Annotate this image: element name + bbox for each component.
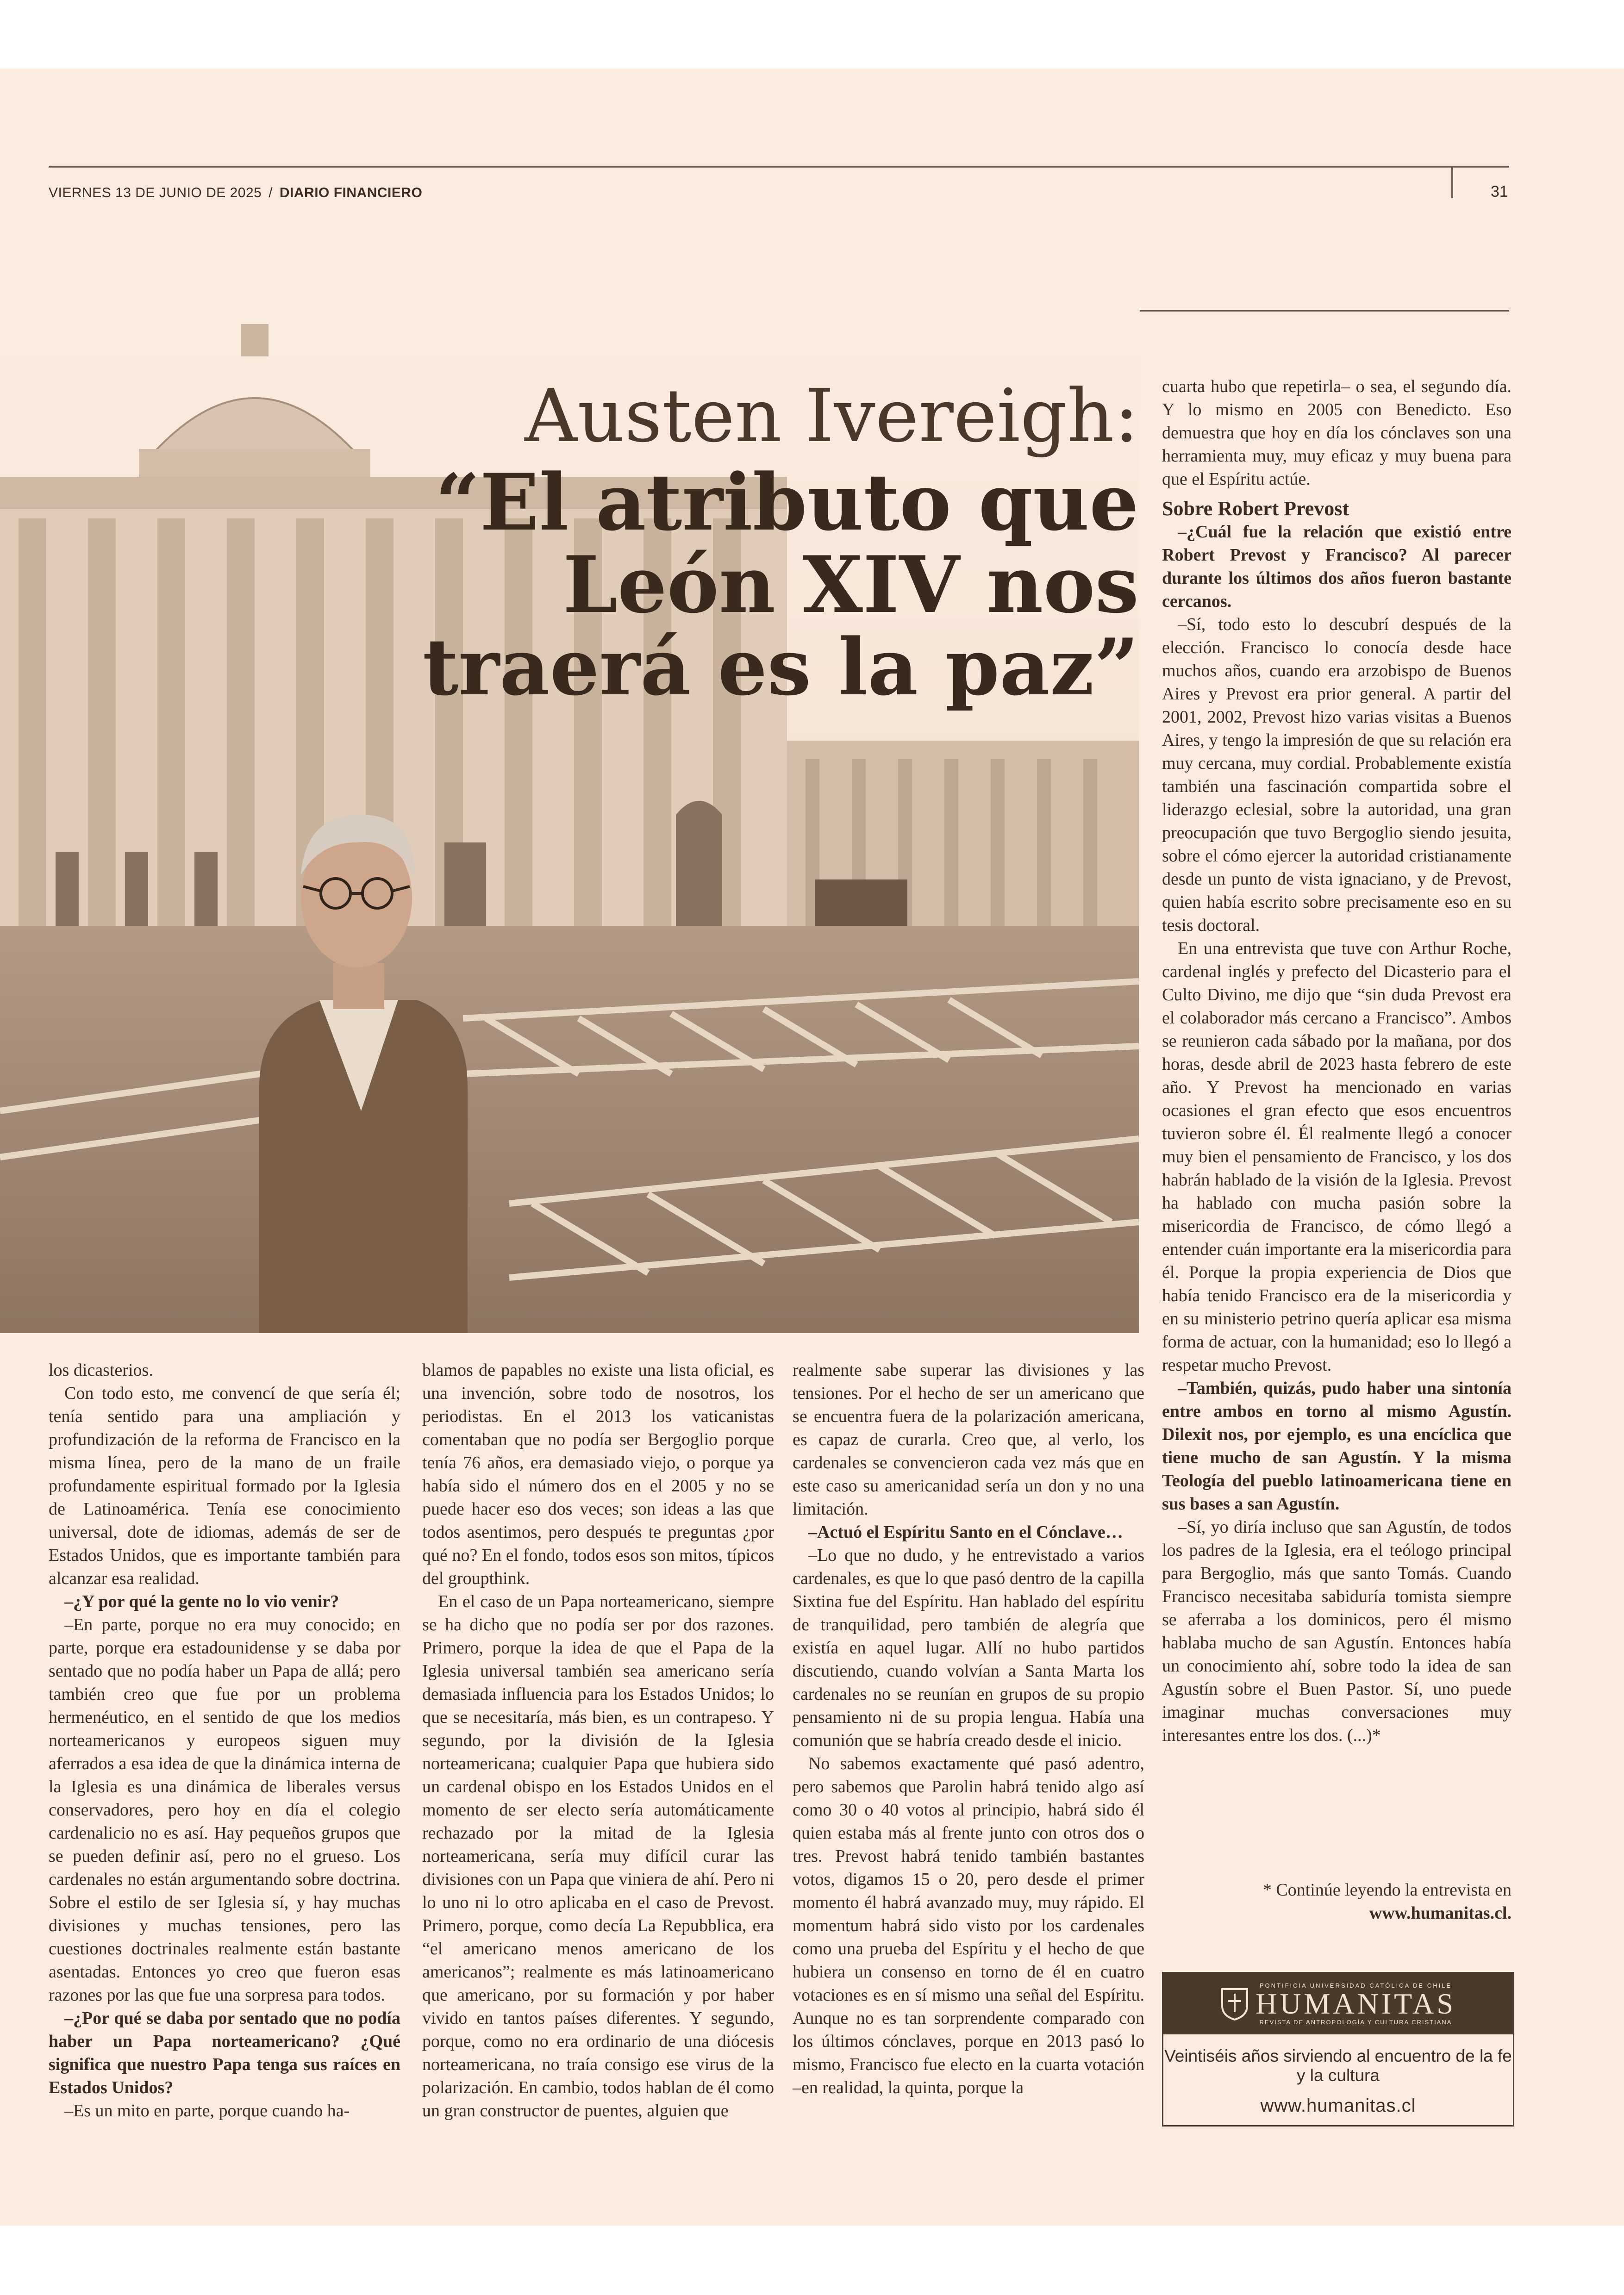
headline-block	[352, 374, 1139, 713]
interview-question: –¿Y por qué la gente no lo vio venir?	[64, 1592, 339, 1611]
continue-note	[1162, 1878, 1512, 1925]
ad-brand: HUMANITAS	[1255, 1987, 1456, 2020]
column-rule	[1140, 310, 1509, 312]
continue-link[interactable]: www.humanitas.cl.	[1369, 1903, 1512, 1923]
article-paragraph: En una entrevista que tuve con Arthur Roche, cardenal inglés y prefecto del Dicasterio para el Culto Divino, me dijo que “sin duda Prevost era el colaborador más cercano a Francisco”. Ambos se reunieron cada sábado por la mañana, por dos horas, desde abril de 2023 hasta febrero de este año. Y Prevost ha mencionado en varias ocasiones el gran efecto que esos encuentros tuvieron sobre él. Él realmente llegó a conocer muy bien el pensamiento de Francisco, y los dos habrán hablado de la visión de la Iglesia. Prevost ha hablado con mucha pasión sobre la misericordia de Francisco, de cómo llegó a entender cuán importante era la misericordia para él. Porque la propia experiencia de Dios que había tenido Francisco era de la misericordia y en su ministerio petrino quería aplicar esa misma forma de actuar, con la humanidad; eso lo llegó a respetar mucho Prevost.	[1162, 939, 1512, 1375]
article-paragraph: En el caso de un Papa norteamericano, siempre se ha dicho que no podía ser por dos razones. Primero, porque la idea de que el Papa de la Iglesia universal también sea americano sería demasiada influencia para los Estados Unidos; lo que se necesitaría, más bien, es un contrapeso. Y segundo, por la división de la Iglesia norteamericana; cualquier Papa que hubiera sido un cardenal obispo en los Estados Unidos en el momento de ser electo sería automáticamente rechazado por la mitad de la Iglesia norteamericana, sería muy difícil curar las divisiones con un Papa que viniera de ahí. Pero ni lo uno ni lo otro aplicaba en el caso de Prevost. Primero, porque, como decía La Repubblica, era “el americano menos americano de los americanos”; realmente es más latinoamericano que americano, por su formación y por haber vivido en tantos países diferentes. Y segundo, porque, como no era ordinario de una diócesis norteamericana, no traía consigo ese virus de la polarización. En cambio, todos hablan de él como un gran constructor de puentes, alguien que	[422, 1592, 774, 2120]
article-paragraph: –Sí, yo diría incluso que san Agustín, de todos los padres de la Iglesia, era el teólogo principal para Bergoglio, más que santo Tomás. Cuando Francisco necesitaba sabiduría tomista siempre se aferraba a los dominicos, pero él mismo hablaba mucho de san Agustín. Entonces había un conocimiento ahí, sobre todo la idea de san Agustín sobre el Buen Pastor. Sí, uno puede imaginar muchas conversaciones muy interesantes entre los dos. (...)*	[1162, 1517, 1512, 1745]
article-paragraph: cuarta hubo que repetirla– o sea, el segundo día. Y lo mismo en 2005 con Benedicto. Eso demuestra que hoy en día los cónclaves son una herramienta muy, muy eficaz y muy buena para que el Espíritu actúe.	[1162, 377, 1512, 489]
article-paragraph: –Es un mito en parte, porque cuando ha-	[64, 2101, 350, 2120]
section-subhead: Sobre Robert Prevost	[1162, 497, 1349, 520]
article-paragraph: Con todo esto, me convencí de que sería él; tenía sentido para una ampliación y profundización de la reforma de Francisco en la misma línea, pero de la mano de un fraile profundamente espiritual formado por la Iglesia de Latinoamérica. Tenía ese conocimiento universal, dote de idiomas, además de ser de Estados Unidos, que es importante también para alcanzar esa realidad.	[49, 1384, 400, 1588]
continue-text: * Continúe leyendo la entrevista en	[1262, 1880, 1512, 1900]
interview-question: –¿Por qué se daba por sentado que no podía haber un Papa norteamericano? ¿Qué significa que nuestro Papa tenga sus raíces en Estados Unidos?	[49, 2008, 400, 2097]
headline-quote: “El atributo que León XIV nos traerá es la paz”	[422, 456, 1139, 713]
interview-question: –Actuó el Espíritu Santo en el Cónclave…	[808, 1522, 1123, 1542]
article-column-1	[49, 1359, 400, 2122]
issue-date: VIERNES 13 DE JUNIO DE 2025	[49, 185, 262, 200]
newspaper-name: DIARIO FINANCIERO	[279, 185, 423, 200]
interviewee-name: Austen Ivereigh:	[525, 374, 1139, 459]
dateline	[49, 185, 422, 201]
ad-tagline: Veintiséis años sirviendo al encuentro de la fe y la cultura	[1164, 2046, 1512, 2085]
header-divider	[1451, 166, 1453, 198]
article-column-3	[793, 1359, 1144, 2099]
ad-banner	[1163, 1973, 1513, 2034]
header-rule	[49, 166, 1509, 168]
article-paragraph: –Sí, todo esto lo descubrí después de la elección. Francisco lo conocía desde hace muchos años, cuando era arzobispo de Buenos Aires y Prevost era prior general. A partir del 2001, 2002, Prevost hizo varias visitas a Buenos Aires, y tengo la impresión de que su relación era muy cercana, muy cordial. Probablemente existía también una fascinación compartida sobre el liderazgo eclesial, sobre la autoridad, una gran preocupación que tuvo Bergoglio siendo jesuita, sobre el cómo ejercer la autoridad cristianamente desde un punto de vista ignaciano, y de Prevost, quien había escrito sobre precisamente eso en su tesis doctoral.	[1162, 615, 1512, 935]
university-crest-icon	[1220, 1987, 1249, 2021]
article-column-4	[1162, 375, 1512, 1747]
ad-url[interactable]: www.humanitas.cl	[1260, 2095, 1416, 2116]
humanitas-ad[interactable]	[1162, 1972, 1514, 2127]
ad-subtitle: REVISTA DE ANTROPOLOGÍA Y CULTURA CRISTIANA	[1259, 2019, 1452, 2026]
article-paragraph: los dicasterios.	[49, 1360, 153, 1380]
dateline-separator: /	[269, 185, 273, 200]
article-paragraph: blamos de papables no existe una lista oficial, es una invención, sobre todo de nosotros, los periodistas. En el 2013 los vaticanistas comentaban que no podía ser Bergoglio porque tenía 76 años, era demasiado viejo, o porque ya había sido el número dos en el 2005 y no se puede hacer eso dos veces; son ideas a las que todos asentimos, pero después te preguntas ¿por qué no? En el fondo, todos esos son mitos, típicos del groupthink.	[422, 1360, 774, 1588]
article-column-2	[422, 1359, 774, 2122]
article-paragraph: –Lo que no dudo, y he entrevistado a varios cardenales, es que lo que pasó dentro de la capilla Sixtina fue del Espíritu. Han hablado del espíritu de tranquilidad, pero también de alegría que existía en aquel lugar. Allí no hubo partidos discutiendo, cuando volvían a Santa Marta los cardenales no se reunían en grupos de su propio pensamiento ni de su propia lengua. Había una comunión que se habría creado desde el inicio.	[793, 1546, 1144, 1750]
ad-university: PONTIFICIA UNIVERSIDAD CATÓLICA DE CHILE	[1259, 1982, 1452, 1989]
interview-question: –¿Cuál fue la relación que existió entre Robert Prevost y Francisco? Al parecer durante los últimos dos años fueron bastante cercanos.	[1162, 522, 1512, 611]
article-paragraph: No sabemos exactamente qué pasó adentro, pero sabemos que Parolin habrá tenido algo así como 30 o 40 votos al principio, habrá sido él quien estaba más al frente junto con otros dos o tres. Prevost habrá tenido también bastantes votos, digamos 15 o 20, pero desde el primer momento él habrá avanzado muy, muy rápido. El momentum habrá sido visto por los cardenales como una prueba del Espíritu y el hecho de que hubiera un consenso en torno de él en cuatro votaciones es en sí mismo una señal del Espíritu. Aunque no es tan sorprendente comparado con los últimos cónclaves, porque en 2013 pasó lo mismo, Francisco fue electo en la cuarta votación –en realidad, la quinta, porque la	[793, 1754, 1144, 2097]
interview-question: –También, quizás, pudo haber una sintonía entre ambos en torno al mismo Agustín. Dilexit nos, por ejemplo, es una encíclica que tiene mucho de san Agustín. Y la misma Teología del pueblo latinoamericana tiene en sus bases a san Agustín.	[1162, 1378, 1512, 1514]
article-paragraph: –En parte, porque no era muy conocido; en parte, porque era estadounidense y se daba por sentado que no podía haber un Papa de allá; pero también creo que fue por un problema hermenéutico, en el sentido de que los medios norteamericanos y europeos siguen muy aferrados a esa idea de que la dinámica interna de la Iglesia es una dinámica de liberales versus conservadores, pero hoy en día el colegio cardenalicio no es así. Hay pequeños grupos que se pueden definir así, pero no el grueso. Los cardenales no están argumentando sobre doctrina. Sobre el estilo de ser Iglesia sí, y hay muchas divisiones y muchas tensiones, pero las cuestiones doctrinales realmente están bastante asentadas. Entonces yo creo que fueron esas razones por las que fue una sorpresa para todos.	[49, 1615, 400, 2005]
page-number: 31	[1491, 183, 1508, 200]
article-paragraph: realmente sabe superar las divisiones y las tensiones. Por el hecho de ser un americano que se encuentra fuera de la polarización americana, es capaz de curarla. Creo que, al verlo, los cardenales se convencieron cada vez más que en este caso su americanidad sería un don y no una limitación.	[793, 1360, 1144, 1519]
